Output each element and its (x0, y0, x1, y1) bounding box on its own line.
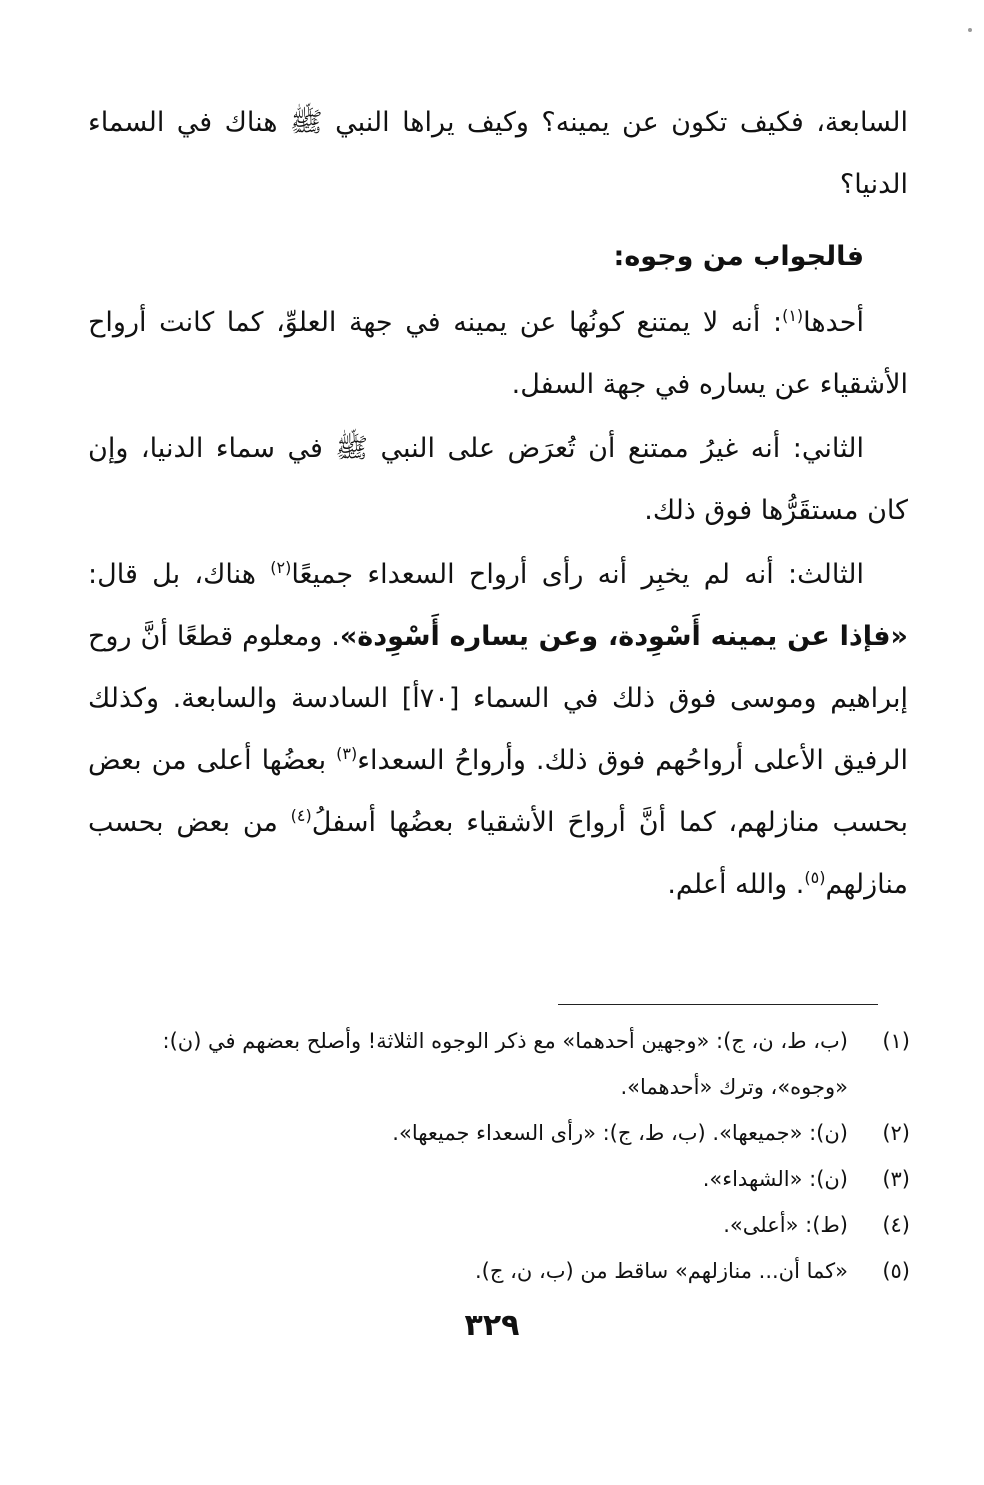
footnote-1 (80, 1018, 910, 1110)
footnote-3 (80, 1156, 910, 1202)
footnote-number-4: (٤) (882, 1213, 910, 1237)
footnote-text-4: (ط): «أعلى». (723, 1213, 848, 1237)
footnote-number-2: (٢) (882, 1121, 910, 1145)
hadith-quote: «فإذا عن يمينه أَسْوِدة، وعن يساره أَسْوِدة» (339, 621, 909, 652)
paragraph-first-aspect (88, 292, 908, 416)
footnote-number-1: (١) (882, 1029, 910, 1053)
scan-speck (968, 28, 972, 32)
first-aspect-block (88, 292, 908, 416)
paragraph-second-aspect: الثاني: أنه غيرُ ممتنع أن تُعرَض على النبي ﷺ في سماء الدنيا، وإن كان مستقَرُّها فوق ذلك. (88, 433, 908, 526)
third-aspect-d: بعضُها أعلى من بعض بحسب منازلهم، كما أنَّ أرواحَ الأشقياء بعضُها أسفلُ (88, 745, 908, 838)
footnote-separator (558, 1004, 878, 1005)
footnote-ref-1[interactable]: (١) (782, 306, 804, 325)
footnote-number-3: (٣) (882, 1167, 910, 1191)
second-aspect-block (88, 418, 908, 542)
footnote-ref-2[interactable]: (٢) (270, 558, 292, 577)
third-aspect-f: . والله أعلم. (667, 869, 805, 900)
footnote-ref-4[interactable]: (٤) (290, 806, 312, 825)
footnotes (80, 1018, 910, 1294)
answer-heading: فالجواب من وجوه: (613, 241, 864, 272)
third-aspect-c: . ومعلوم قطعًا أنَّ روح إبراهيم وموسى فوق ذلك في السماء [٧٠أ] السادسة والسابعة. وكذلك الرفيق الأعلى أرواحُهم فوق ذلك. وأرواحُ السعداء (88, 621, 908, 776)
first-aspect-lead: أحدها (803, 307, 864, 338)
footnote-number-5: (٥) (882, 1259, 910, 1283)
footnote-ref-5[interactable]: (٥) (804, 868, 826, 887)
footnote-text-3: (ن): «الشهداء». (702, 1167, 848, 1191)
paragraph-1: السابعة، فكيف تكون عن يمينه؟ وكيف يراها النبي ﷺ هناك في السماء الدنيا؟ (88, 107, 908, 200)
footnote-4 (80, 1202, 910, 1248)
footnote-ref-3[interactable]: (٣) (336, 744, 358, 763)
third-aspect-b: هناك، بل قال: (88, 559, 271, 590)
main-text (88, 92, 908, 216)
footnote-5 (80, 1248, 910, 1294)
third-aspect-a: الثالث: أنه لم يخبِر أنه رأى أرواح السعداء جميعًا (291, 559, 864, 590)
footnote-text-2: (ن): «جميعها». (ب، ط، ج): «رأى السعداء جميعها». (392, 1121, 848, 1145)
first-aspect-text: : أنه لا يمتنع كونُها عن يمينه في جهة العلوِّ، كما كانت أرواح الأشقياء عن يساره في جهة السفل. (88, 307, 908, 400)
footnote-text-1: (ب، ط، ن، ج): «وجهين أحدهما» مع ذكر الوجوه الثلاثة! وأصلح بعضهم في (ن): «وجوه»، وترك «أحدهما». (162, 1029, 848, 1099)
third-aspect-e: من بعض بحسب منازلهم (88, 807, 908, 900)
answer-heading-block (88, 226, 908, 288)
page-number: ٣٢٩ (464, 1308, 520, 1343)
paragraph-third-aspect (88, 544, 908, 916)
footnote-text-5: «كما أن... منازلهم» ساقط من (ب، ن، ج). (475, 1259, 848, 1283)
third-aspect-block (88, 544, 908, 916)
footnote-2 (80, 1110, 910, 1156)
